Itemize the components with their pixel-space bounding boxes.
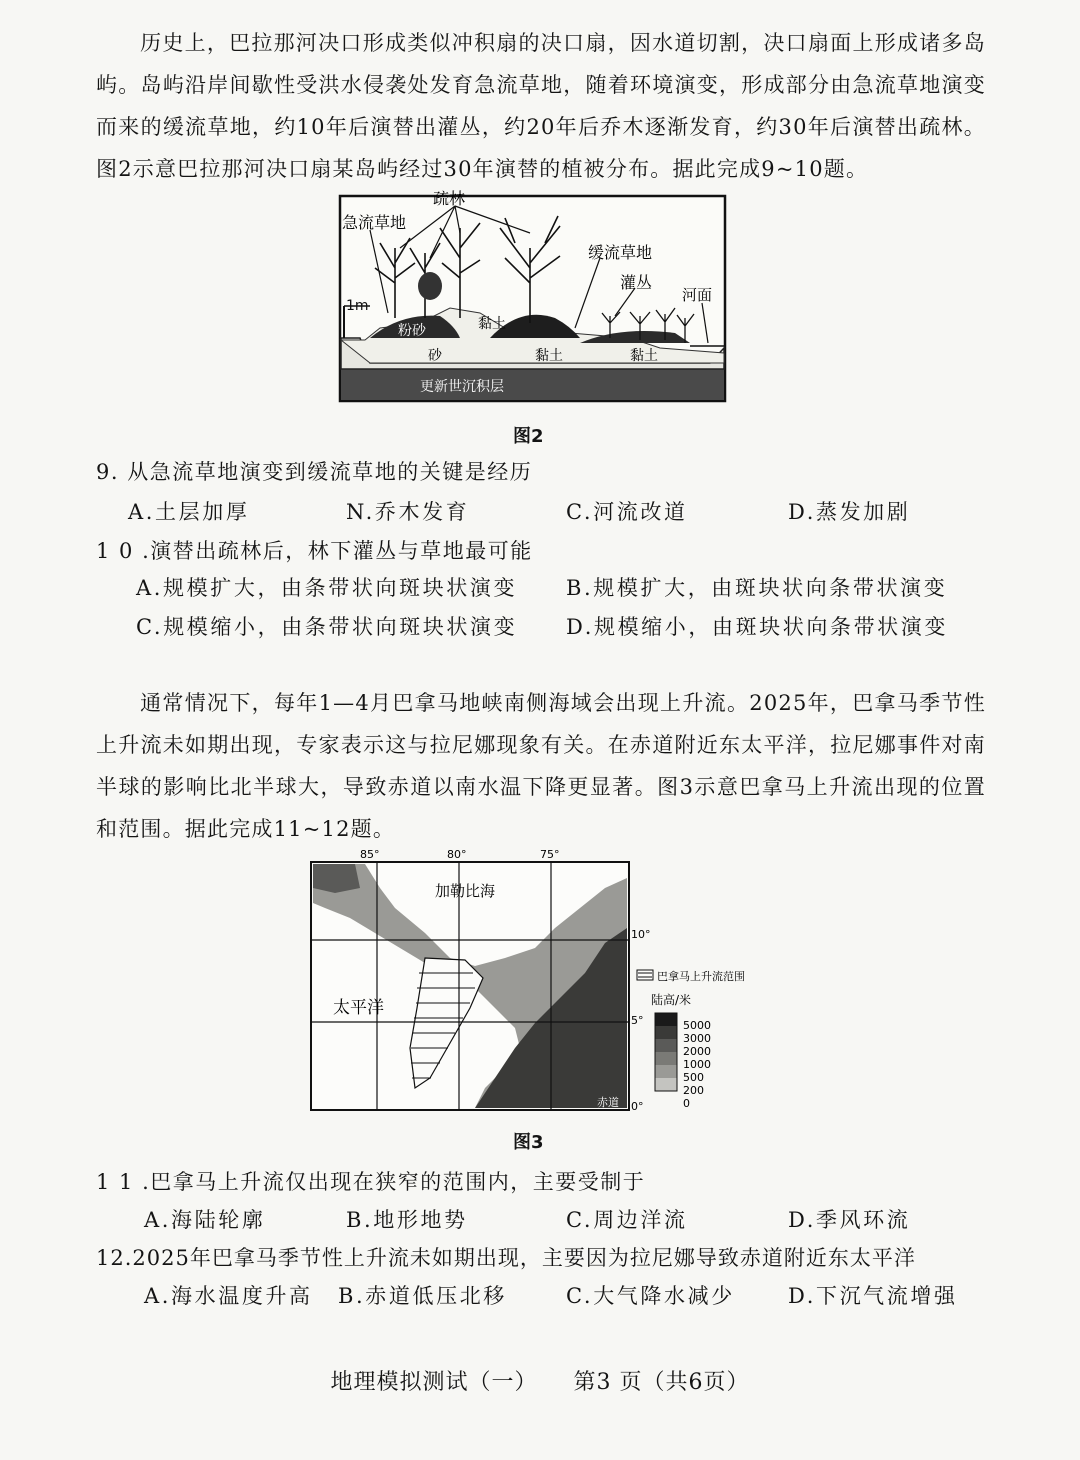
q9-option-b: N.乔木发育 [346, 500, 470, 524]
q12-option-b: B.赤道低压北移 [338, 1284, 507, 1308]
label-caribbean-sea: 加勒比海 [435, 882, 496, 900]
lat-label-0: 0° [631, 1100, 644, 1113]
legend-elev-200: 200 [683, 1084, 704, 1097]
label-equator: 赤道 [597, 1096, 619, 1109]
intro-text-1: 历史上，巴拉那河决口形成类似冲积扇的决口扇，因水道切割，决口扇面上形成诸多岛屿。岛屿沿岸间歇性受洪水侵袭处发育急流草地，随着环境演变，形成部分由急流草地演变而来的缓流草地，约10年后演替出灌丛，约20年后乔木逐渐发育，约30年后演替出疏林。图2示意巴拉那河决口扇某岛屿经过30年演替的植被分布。据此完成9~10题。 [96, 31, 986, 181]
bedrock-layer [341, 368, 724, 400]
figure-2-vegetation-diagram [330, 188, 740, 410]
page-footer [0, 1365, 1080, 1396]
q10-option-c: C.规模缩小，由条带状向斑块状演变 [136, 615, 518, 639]
label-clay-3: 黏土 [630, 348, 658, 364]
intro-paragraph-2 [96, 682, 986, 850]
lon-label-85: 85° [360, 848, 380, 861]
lon-label-75: 75° [540, 848, 560, 861]
legend-elev-2000: 2000 [683, 1045, 711, 1058]
question-11-stem: 1 1 .巴拿马上升流仅出现在狭窄的范围内，主要受制于 [96, 1170, 646, 1194]
question-12-stem: 12.2025年巴拿马季节性上升流未如期出现，主要因为拉尼娜导致赤道附近东太平洋 [96, 1246, 916, 1270]
q10-option-b: B.规模扩大，由斑块状向条带状演变 [566, 576, 948, 600]
legend-elev-500: 500 [683, 1071, 704, 1084]
q9-option-a: A.土层加厚 [128, 500, 250, 524]
intro-text-2: 通常情况下，每年1—4月巴拿马地峡南侧海域会出现上升流。2025年，巴拿马季节性上升流未如期出现，专家表示这与拉尼娜现象有关。在赤道附近东太平洋，拉尼娜事件对南半球的影响比北半球大，导致赤道以南水温下降更显著。图3示意巴拿马上升流出现的位置和范围。据此完成11~12题。 [96, 691, 986, 841]
lat-label-10: 10° [631, 928, 651, 941]
q11-option-b: B.地形地势 [346, 1208, 468, 1232]
scale-label: 1m [346, 298, 369, 314]
label-silt: 粉砂 [398, 323, 426, 339]
label-clay-2: 黏土 [535, 348, 563, 364]
q10-option-a: A.规模扩大，由条带状向斑块状演变 [136, 576, 518, 600]
legend-upwelling-swatch [637, 970, 653, 980]
label-shrub: 灌丛 [620, 273, 653, 292]
footer-subject: 地理模拟测试（一） [330, 1370, 538, 1395]
q12-option-d: D.下沉气流增强 [788, 1284, 958, 1308]
lon-label-80: 80° [447, 848, 467, 861]
q12-option-a: A.海水温度升高 [144, 1284, 313, 1308]
label-rapid-grass: 急流草地 [342, 213, 407, 232]
q9-option-d: D.蒸发加剧 [788, 500, 911, 524]
tree-canopy [418, 272, 442, 300]
figure-2-caption: 图2 [513, 426, 544, 447]
legend-elevation-title: 陆高/米 [651, 993, 692, 1007]
label-clay-1: 黏土 [478, 316, 506, 332]
question-10-stem: 1 0 .演替出疏林后，林下灌丛与草地最可能 [96, 539, 533, 563]
figure-3-caption: 图3 [513, 1132, 544, 1153]
northwest-highland [313, 864, 360, 893]
lat-label-5: 5° [631, 1014, 644, 1027]
legend-upwelling-label: 巴拿马上升流范围 [657, 970, 745, 983]
legend-elev-3000: 3000 [683, 1032, 711, 1045]
legend-elev-1000: 1000 [683, 1058, 711, 1071]
q12-option-c: C.大气降水减少 [566, 1284, 735, 1308]
label-river-surface: 河面 [682, 286, 713, 304]
label-pacific-ocean: 太平洋 [333, 998, 384, 1018]
q11-option-d: D.季风环流 [788, 1208, 911, 1232]
question-9-stem: 9. 从急流草地演变到缓流草地的关键是经历 [96, 460, 533, 484]
label-slow-grass: 缓流草地 [588, 243, 653, 262]
figure-3-panama-map [305, 848, 785, 1120]
legend-elev-5000: 5000 [683, 1019, 711, 1032]
q11-option-a: A.海陆轮廓 [144, 1208, 266, 1232]
q10-option-d: D.规模缩小，由斑块状向条带状演变 [566, 615, 948, 639]
intro-paragraph-1 [96, 22, 986, 190]
q9-option-c: C.河流改道 [566, 500, 688, 524]
legend-elev-0: 0 [683, 1097, 690, 1110]
label-bedrock: 更新世沉积层 [420, 379, 504, 395]
footer-page-number: 第3 页（共6页） [573, 1370, 750, 1395]
label-sand: 砂 [428, 348, 442, 364]
legend-elevation-scale [655, 1013, 677, 1091]
label-sparse-forest: 疏林 [433, 189, 466, 208]
q11-option-c: C.周边洋流 [566, 1208, 688, 1232]
